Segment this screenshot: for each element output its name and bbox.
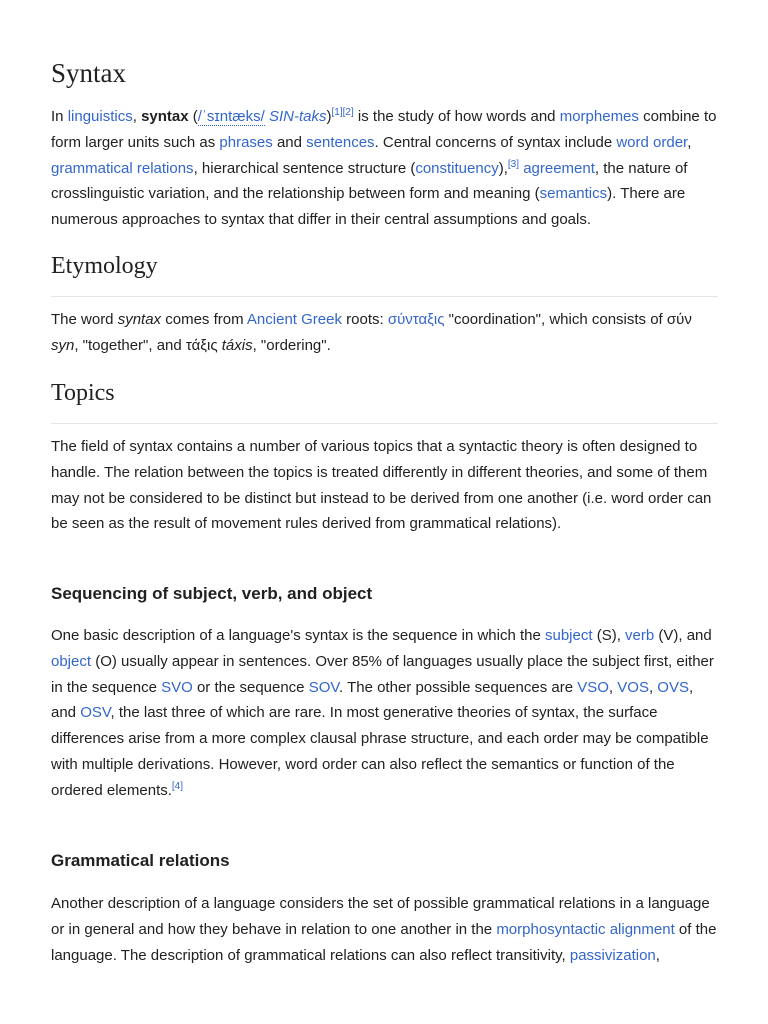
- intro-paragraph: In linguistics, syntax (/ˈsɪntæks/ SIN-taks)[1][2] is the study of how words and morphemes combine to form larger units such as phrases and sentences. Central concerns of syntax include word order, grammatical relations, hierarchical sentence structure (constituency),[3] agreement, the nature of crosslinguistic variation, and the relationship between form and meaning (semantics). There are numerous approaches to syntax that differ in their central assumptions and goals.: [51, 107, 717, 229]
- link-suntaxis[interactable]: σύνταξις: [387, 311, 445, 328]
- link-sentences[interactable]: sentences: [306, 133, 375, 151]
- heading-divider: [51, 296, 718, 297]
- intro-section: [51, 104, 721, 233]
- link-object[interactable]: object: [51, 652, 92, 670]
- link-word-order[interactable]: word order: [616, 133, 688, 151]
- link-verb[interactable]: verb: [625, 627, 655, 644]
- topics-paragraph: The field of syntax contains a number of various topics that a syntactic theory is often designed to handle. The relation between the topics is treated differently in different theories, and some of them may not be considered to be distinct but instead to be derived from one another (i.e. word order can be seen as the result of movement rules derived from grammatical relations).: [51, 438, 712, 533]
- link-grammatical-relations[interactable]: grammatical relations: [51, 159, 194, 177]
- topics-section: [51, 434, 721, 537]
- grammatical-section: [51, 891, 721, 968]
- bold-term-syntax: syntax: [141, 108, 189, 125]
- link-linguistics[interactable]: linguistics: [67, 108, 133, 125]
- etymology-section: [51, 307, 721, 359]
- section-heading-topics: Topics: [51, 380, 115, 406]
- link-vos[interactable]: VOS: [617, 678, 649, 696]
- sequencing-heading-block: [51, 582, 721, 606]
- etymology-paragraph: The word syntax comes from Ancient Greek roots: σύνταξις "coordination", which consists of σύν syn, "together", and τάξις táxis, "ordering".: [51, 311, 692, 354]
- grammatical-heading-block: [51, 849, 721, 873]
- page-title: Syntax: [51, 58, 127, 88]
- link-semantics[interactable]: semantics: [539, 185, 608, 203]
- link-svo[interactable]: SVO: [161, 678, 193, 696]
- heading-divider: [51, 423, 718, 424]
- link-passivization[interactable]: passivization: [569, 946, 656, 964]
- section-heading-etymology: Etymology: [51, 253, 158, 279]
- link-sov[interactable]: SOV: [308, 678, 340, 696]
- link-agreement[interactable]: agreement: [523, 159, 595, 177]
- ipa-pronunciation-link[interactable]: /ˈsɪntæks/: [197, 108, 265, 125]
- grammatical-paragraph: Another description of a language considers the set of possible grammatical relations in a language or in general and how they behave in relation to one another in the morphosyntactic alignment of the language. The description of grammatical relations can also reflect transitivity, passivization,: [51, 895, 717, 964]
- respelling-sin[interactable]: SIN: [268, 108, 294, 125]
- article-title-block: [51, 56, 721, 90]
- link-osv[interactable]: OSV: [80, 704, 111, 722]
- link-constituency[interactable]: constituency: [415, 159, 499, 177]
- link-subject[interactable]: subject: [545, 627, 593, 644]
- link-ovs[interactable]: OVS: [657, 678, 689, 696]
- subsection-heading-grammatical-relations: Grammatical relations: [51, 851, 230, 870]
- citation-2[interactable]: [2]: [342, 107, 354, 118]
- sequencing-section: [51, 623, 721, 804]
- subsection-heading-sequencing: Sequencing of subject, verb, and object: [51, 584, 373, 603]
- link-vso[interactable]: VSO: [577, 678, 609, 696]
- citation-4[interactable]: [4]: [171, 780, 184, 792]
- respelling-taks[interactable]: taks: [298, 108, 327, 125]
- link-morphosyntactic-alignment[interactable]: morphosyntactic alignment: [496, 920, 675, 938]
- citation-1[interactable]: [1]: [331, 107, 343, 118]
- link-phrases[interactable]: phrases: [219, 133, 273, 151]
- link-morphemes[interactable]: morphemes: [559, 108, 639, 125]
- link-ancient-greek[interactable]: Ancient Greek: [246, 311, 342, 328]
- citation-3[interactable]: [3]: [507, 158, 520, 170]
- sequencing-paragraph: One basic description of a language's syntax is the sequence in which the subject (S), verb (V), and object (O) usually appear in sentences. Over 85% of languages usually place the subject first, either in the sequence SVO or the sequence SOV. The other possible sequences are VSO, VOS, OVS, and OSV, the last three of which are rare. In most generative theories of syntax, the surface differences arise from a more complex clausal phrase structure, and each order may be compatible with multiple derivations. However, word order can also reflect the semantics or function of the ordered elements.[4]: [51, 627, 714, 799]
- topics-heading-block: [51, 378, 721, 408]
- etymology-heading-block: [51, 251, 721, 281]
